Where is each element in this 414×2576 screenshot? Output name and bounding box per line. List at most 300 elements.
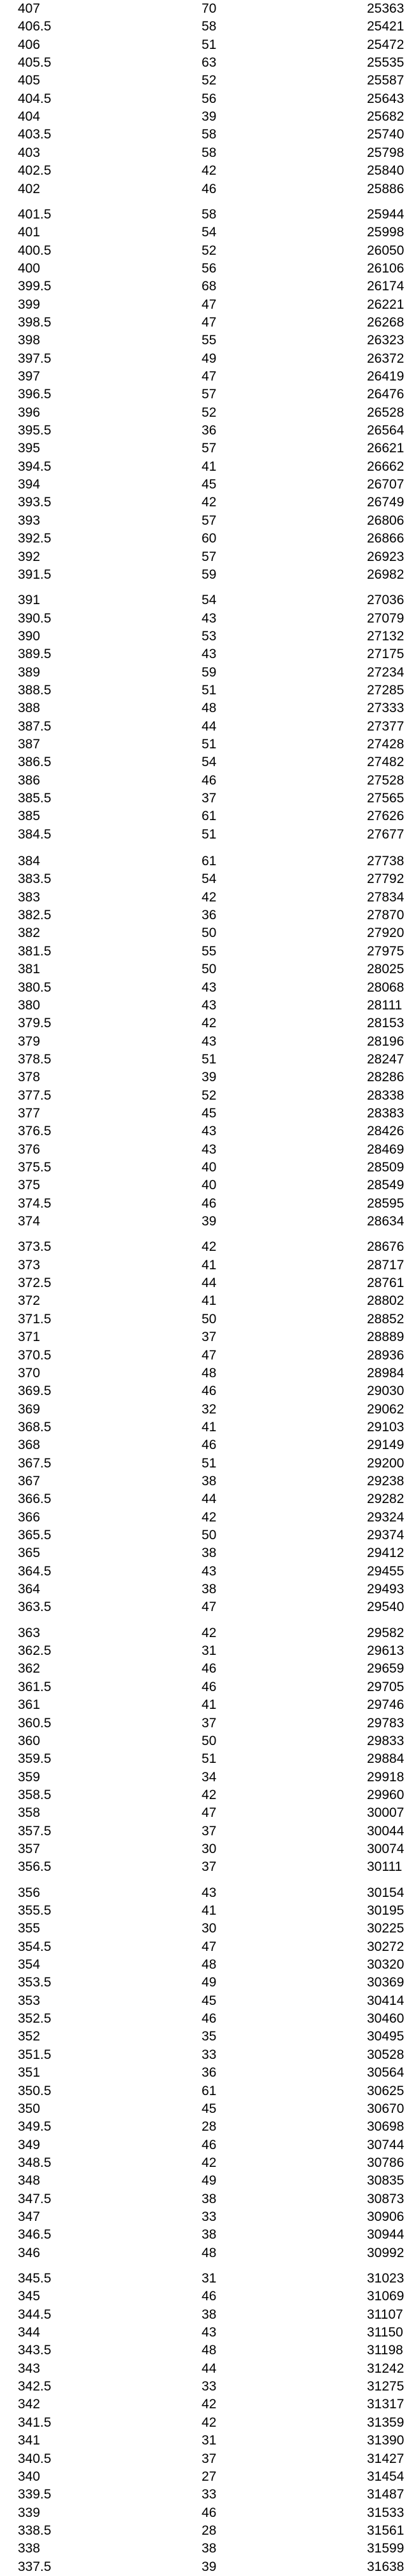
cumulative-cell: 31638 xyxy=(367,2559,404,2574)
count-cell: 39 xyxy=(202,2559,217,2574)
price-cell: 385.5 xyxy=(18,791,52,806)
cumulative-cell: 30698 xyxy=(367,2119,404,2134)
count-cell: 33 xyxy=(202,2209,217,2224)
table-row xyxy=(0,2154,414,2172)
price-cell: 362.5 xyxy=(18,1643,52,1658)
cumulative-cell: 27975 xyxy=(367,944,404,959)
count-cell: 50 xyxy=(202,926,217,940)
table-row xyxy=(0,2306,414,2324)
price-cell: 376 xyxy=(18,1142,41,1157)
price-cell: 346 xyxy=(18,2246,41,2260)
cumulative-cell: 27428 xyxy=(367,737,404,752)
table-row xyxy=(0,2082,414,2100)
cumulative-cell: 26662 xyxy=(367,459,404,474)
table-row xyxy=(0,1696,414,1714)
price-cell: 338.5 xyxy=(18,2523,52,2538)
table-row xyxy=(0,1938,414,1956)
count-cell: 51 xyxy=(202,37,217,52)
price-cell: 378 xyxy=(18,1070,41,1084)
count-cell: 46 xyxy=(202,2011,217,2026)
count-cell: 41 xyxy=(202,1420,217,1434)
price-cell: 386.5 xyxy=(18,755,52,769)
table-row xyxy=(0,610,414,628)
price-cell: 354.5 xyxy=(18,1939,52,1954)
cumulative-cell: 25682 xyxy=(367,109,404,124)
cumulative-cell: 26749 xyxy=(367,495,404,509)
count-cell: 45 xyxy=(202,477,217,492)
table-row xyxy=(0,126,414,144)
table-row xyxy=(0,314,414,332)
price-cell: 343 xyxy=(18,2361,41,2376)
table-row xyxy=(0,979,414,997)
table-row xyxy=(0,2226,414,2244)
cumulative-cell: 30625 xyxy=(367,2084,404,2098)
cumulative-cell: 28153 xyxy=(367,1016,404,1030)
price-cell: 393 xyxy=(18,513,41,528)
cumulative-cell: 26174 xyxy=(367,279,404,293)
cumulative-cell: 30369 xyxy=(367,1975,404,1990)
cumulative-cell: 29238 xyxy=(367,1474,404,1488)
count-cell: 38 xyxy=(202,2541,217,2556)
count-cell: 42 xyxy=(202,1239,217,1254)
price-cell: 393.5 xyxy=(18,495,52,509)
price-cell: 360 xyxy=(18,1734,41,1748)
count-cell: 46 xyxy=(202,1384,217,1398)
cumulative-cell: 30786 xyxy=(367,2155,404,2170)
table-row xyxy=(0,2414,414,2432)
count-cell: 49 xyxy=(202,351,217,366)
price-cell: 373.5 xyxy=(18,1239,52,1254)
cumulative-cell: 31454 xyxy=(367,2469,404,2484)
count-cell: 49 xyxy=(202,2173,217,2188)
price-cell: 363.5 xyxy=(18,1600,52,1614)
cumulative-cell: 30460 xyxy=(367,2011,404,2026)
cumulative-cell: 26476 xyxy=(367,387,404,401)
count-cell: 43 xyxy=(202,1564,217,1579)
cumulative-cell: 31150 xyxy=(367,2325,403,2340)
price-cell: 359.5 xyxy=(18,1751,52,1766)
cumulative-cell: 30074 xyxy=(367,1842,404,1856)
cumulative-cell: 26106 xyxy=(367,261,404,276)
count-cell: 30 xyxy=(202,1842,217,1856)
count-cell: 31 xyxy=(202,2271,217,2286)
price-cell: 374 xyxy=(18,1214,41,1229)
table-row xyxy=(0,1974,414,1992)
price-cell: 373 xyxy=(18,1258,41,1272)
table-row xyxy=(0,907,414,924)
table-row xyxy=(0,0,414,18)
price-cell: 380.5 xyxy=(18,980,52,995)
cumulative-cell: 31023 xyxy=(367,2271,404,2286)
count-cell: 30 xyxy=(202,1921,217,1936)
price-cell: 381.5 xyxy=(18,944,52,959)
price-cell: 376.5 xyxy=(18,1124,52,1138)
price-cell: 382 xyxy=(18,926,41,940)
table-row xyxy=(0,2468,414,2486)
table-row xyxy=(0,440,414,457)
count-cell: 58 xyxy=(202,127,217,142)
table-row xyxy=(0,997,414,1015)
cumulative-cell: 30992 xyxy=(367,2246,404,2260)
count-cell: 57 xyxy=(202,387,217,401)
table-row xyxy=(0,753,414,771)
table-row xyxy=(0,1382,414,1400)
count-cell: 44 xyxy=(202,2361,217,2376)
cumulative-cell: 25840 xyxy=(367,163,404,178)
count-cell: 43 xyxy=(202,611,217,626)
price-cell: 366.5 xyxy=(18,1492,52,1506)
count-cell: 47 xyxy=(202,297,217,312)
price-cell: 345.5 xyxy=(18,2271,52,2286)
table-row xyxy=(0,1715,414,1732)
price-cell: 385 xyxy=(18,809,41,823)
count-cell: 42 xyxy=(202,495,217,509)
table-row xyxy=(0,699,414,717)
cumulative-cell: 28889 xyxy=(367,1330,404,1344)
table-row xyxy=(0,332,414,349)
count-cell: 52 xyxy=(202,243,217,258)
table-row xyxy=(0,1105,414,1123)
price-cell: 353 xyxy=(18,1993,41,2008)
cumulative-cell: 28595 xyxy=(367,1196,404,1211)
table-row xyxy=(0,2190,414,2208)
cumulative-cell: 30044 xyxy=(367,1824,404,1838)
count-cell: 42 xyxy=(202,2415,217,2430)
table-row xyxy=(0,1624,414,1642)
table-row xyxy=(0,2360,414,2378)
count-cell: 38 xyxy=(202,1546,217,1560)
table-row xyxy=(0,1087,414,1105)
cumulative-cell: 28761 xyxy=(367,1276,404,1290)
count-cell: 45 xyxy=(202,1993,217,2008)
price-cell: 350 xyxy=(18,2101,41,2116)
cumulative-cell: 27677 xyxy=(367,827,404,842)
cumulative-cell: 28717 xyxy=(367,1258,404,1272)
cumulative-cell: 30111 xyxy=(367,1859,403,1874)
cumulative-cell: 27175 xyxy=(367,647,404,661)
count-cell: 46 xyxy=(202,773,217,788)
count-cell: 54 xyxy=(202,225,217,239)
count-cell: 36 xyxy=(202,2065,217,2080)
table-row xyxy=(0,494,414,511)
cumulative-cell: 29455 xyxy=(367,1564,404,1579)
cumulative-cell: 31107 xyxy=(367,2307,403,2322)
table-row xyxy=(0,943,414,961)
cumulative-cell: 29493 xyxy=(367,1582,404,1596)
count-cell: 50 xyxy=(202,1528,217,1542)
cumulative-cell: 26268 xyxy=(367,315,404,330)
cumulative-cell: 28509 xyxy=(367,1160,404,1175)
cumulative-cell: 29960 xyxy=(367,1788,404,1802)
count-cell: 52 xyxy=(202,405,217,420)
price-cell: 389.5 xyxy=(18,647,52,661)
count-cell: 33 xyxy=(202,2047,217,2062)
count-cell: 54 xyxy=(202,593,217,607)
table-row xyxy=(0,404,414,422)
table-row xyxy=(0,2558,414,2576)
price-cell: 367 xyxy=(18,1474,41,1488)
table-row xyxy=(0,2136,414,2154)
cumulative-cell: 25998 xyxy=(367,225,404,239)
table-row xyxy=(0,1563,414,1581)
cumulative-cell: 30495 xyxy=(367,2029,404,2044)
cumulative-cell: 25421 xyxy=(367,19,404,34)
price-cell: 351.5 xyxy=(18,2047,52,2062)
count-cell: 37 xyxy=(202,1716,217,1730)
cumulative-cell: 26621 xyxy=(367,441,404,455)
count-cell: 70 xyxy=(202,1,217,16)
count-cell: 57 xyxy=(202,513,217,528)
count-cell: 46 xyxy=(202,1661,217,1676)
table-row xyxy=(0,1274,414,1292)
table-row xyxy=(0,476,414,494)
table-row xyxy=(0,72,414,90)
count-cell: 39 xyxy=(202,1070,217,1084)
price-cell: 345 xyxy=(18,2289,41,2303)
table-row xyxy=(0,718,414,736)
price-cell: 348 xyxy=(18,2173,41,2188)
count-cell: 47 xyxy=(202,369,217,384)
count-cell: 49 xyxy=(202,1975,217,1990)
cumulative-cell: 30414 xyxy=(367,1993,404,2008)
cumulative-cell: 26564 xyxy=(367,423,404,438)
cumulative-cell: 28338 xyxy=(367,1088,404,1103)
price-cell: 382.5 xyxy=(18,908,52,922)
count-cell: 46 xyxy=(202,2505,217,2520)
price-cell: 383 xyxy=(18,890,41,905)
table-row xyxy=(0,530,414,548)
count-cell: 59 xyxy=(202,567,217,582)
table-row xyxy=(0,1292,414,1310)
price-cell: 406.5 xyxy=(18,19,52,34)
price-cell: 384.5 xyxy=(18,827,52,842)
count-cell: 53 xyxy=(202,629,217,644)
count-cell: 52 xyxy=(202,1088,217,1103)
cumulative-cell: 30670 xyxy=(367,2101,404,2116)
cumulative-cell: 27792 xyxy=(367,872,404,886)
count-cell: 27 xyxy=(202,2469,217,2484)
table-row xyxy=(0,1544,414,1562)
count-cell: 41 xyxy=(202,1697,217,1712)
cumulative-cell: 29659 xyxy=(367,1661,404,1676)
table-row xyxy=(0,1195,414,1213)
table-row xyxy=(0,1436,414,1454)
count-cell: 43 xyxy=(202,1034,217,1049)
price-cell: 395 xyxy=(18,441,41,455)
price-cell: 347 xyxy=(18,2209,41,2224)
count-cell: 36 xyxy=(202,908,217,922)
count-cell: 47 xyxy=(202,1600,217,1614)
cumulative-cell: 28111 xyxy=(367,998,403,1013)
count-cell: 38 xyxy=(202,2307,217,2322)
price-cell: 390.5 xyxy=(18,611,52,626)
table-row xyxy=(0,18,414,36)
price-cell: 396.5 xyxy=(18,387,52,401)
price-cell: 396 xyxy=(18,405,41,420)
price-cell: 358.5 xyxy=(18,1788,52,1802)
cumulative-cell: 29705 xyxy=(367,1680,404,1694)
table-row xyxy=(0,144,414,162)
table-row xyxy=(0,1257,414,1274)
table-row xyxy=(0,2100,414,2118)
count-cell: 61 xyxy=(202,2084,217,2098)
count-cell: 44 xyxy=(202,1492,217,1506)
cumulative-cell: 28676 xyxy=(367,1239,404,1254)
cumulative-cell: 29613 xyxy=(367,1643,404,1658)
cumulative-cell: 28936 xyxy=(367,1348,404,1363)
count-cell: 46 xyxy=(202,2138,217,2152)
count-cell: 42 xyxy=(202,163,217,178)
cumulative-cell: 30835 xyxy=(367,2173,404,2188)
price-cell: 377.5 xyxy=(18,1088,52,1103)
price-cell: 397 xyxy=(18,369,41,384)
count-cell: 42 xyxy=(202,1016,217,1030)
table-row xyxy=(0,1490,414,1508)
cumulative-cell: 26372 xyxy=(367,351,404,366)
table-row xyxy=(0,1581,414,1598)
table-row xyxy=(0,1473,414,1490)
price-cell: 359 xyxy=(18,1770,41,1784)
table-row xyxy=(0,108,414,126)
price-cell: 375.5 xyxy=(18,1160,52,1175)
cumulative-cell: 29783 xyxy=(367,1716,404,1730)
count-cell: 37 xyxy=(202,2451,217,2466)
count-cell: 42 xyxy=(202,2397,217,2411)
table-row xyxy=(0,790,414,807)
table-row xyxy=(0,2064,414,2082)
cumulative-cell: 30564 xyxy=(367,2065,404,2080)
count-cell: 39 xyxy=(202,1214,217,1229)
price-cell: 365 xyxy=(18,1546,41,1560)
count-cell: 58 xyxy=(202,207,217,222)
price-cell: 403.5 xyxy=(18,127,52,142)
price-cell: 384 xyxy=(18,854,41,868)
count-cell: 61 xyxy=(202,854,217,868)
table-row xyxy=(0,1750,414,1768)
price-cell: 370.5 xyxy=(18,1348,52,1363)
price-cell: 367.5 xyxy=(18,1456,52,1471)
table-row xyxy=(0,961,414,978)
count-cell: 47 xyxy=(202,315,217,330)
table-row xyxy=(0,645,414,663)
count-cell: 47 xyxy=(202,1805,217,1820)
cumulative-cell: 25798 xyxy=(367,145,404,160)
table-row xyxy=(0,1141,414,1159)
table-row xyxy=(0,2270,414,2288)
table-row xyxy=(0,1598,414,1616)
table-row xyxy=(0,1213,414,1231)
count-cell: 42 xyxy=(202,890,217,905)
cumulative-cell: 30944 xyxy=(367,2227,404,2242)
table-row xyxy=(0,260,414,278)
cumulative-cell: 28247 xyxy=(367,1052,404,1067)
cumulative-cell: 28426 xyxy=(367,1124,404,1138)
count-cell: 46 xyxy=(202,1438,217,1452)
price-cell: 360.5 xyxy=(18,1716,52,1730)
price-cell: 369.5 xyxy=(18,1384,52,1398)
cumulative-cell: 26707 xyxy=(367,477,404,492)
table-row xyxy=(0,1660,414,1678)
price-cell: 352.5 xyxy=(18,2011,52,2026)
count-cell: 61 xyxy=(202,809,217,823)
price-cell: 350.5 xyxy=(18,2084,52,2098)
cumulative-cell: 31487 xyxy=(367,2487,404,2502)
cumulative-cell: 29412 xyxy=(367,1546,404,1560)
count-cell: 33 xyxy=(202,2487,217,2502)
cumulative-cell: 31317 xyxy=(367,2397,404,2411)
table-row xyxy=(0,2522,414,2540)
count-cell: 44 xyxy=(202,719,217,734)
price-cell: 365.5 xyxy=(18,1528,52,1542)
price-cell: 354 xyxy=(18,1957,41,1972)
table-row xyxy=(0,2540,414,2558)
price-cell: 387.5 xyxy=(18,719,52,734)
count-cell: 45 xyxy=(202,1106,217,1121)
cumulative-cell: 31533 xyxy=(367,2505,404,2520)
count-cell: 58 xyxy=(202,145,217,160)
table-row xyxy=(0,2450,414,2468)
count-cell: 38 xyxy=(202,2227,217,2242)
price-cell: 394 xyxy=(18,477,41,492)
count-cell: 38 xyxy=(202,1582,217,1596)
table-row xyxy=(0,2288,414,2305)
cumulative-cell: 27626 xyxy=(367,809,404,823)
price-cell: 348.5 xyxy=(18,2155,52,2170)
count-cell: 42 xyxy=(202,2155,217,2170)
price-cell: 397.5 xyxy=(18,351,52,366)
cumulative-cell: 31599 xyxy=(367,2541,404,2556)
price-cell: 388 xyxy=(18,701,41,715)
cumulative-cell: 26419 xyxy=(367,369,404,384)
table-row xyxy=(0,2342,414,2359)
table-row xyxy=(0,1455,414,1473)
count-cell: 55 xyxy=(202,333,217,347)
cumulative-cell: 29746 xyxy=(367,1697,404,1712)
cumulative-cell: 28025 xyxy=(367,962,404,976)
cumulative-cell: 28469 xyxy=(367,1142,404,1157)
price-cell: 392 xyxy=(18,550,41,564)
count-cell: 43 xyxy=(202,1124,217,1138)
table-row xyxy=(0,1678,414,1696)
count-cell: 42 xyxy=(202,1510,217,1525)
table-row xyxy=(0,296,414,314)
cumulative-cell: 27834 xyxy=(367,890,404,905)
cumulative-cell: 29374 xyxy=(367,1528,404,1542)
price-cell: 357 xyxy=(18,1842,41,1856)
price-cell: 403 xyxy=(18,145,41,160)
price-cell: 395.5 xyxy=(18,423,52,438)
count-cell: 43 xyxy=(202,647,217,661)
price-cell: 388.5 xyxy=(18,683,52,698)
count-cell: 46 xyxy=(202,182,217,196)
cumulative-cell: 26221 xyxy=(367,297,404,312)
cumulative-cell: 28634 xyxy=(367,1214,404,1229)
count-cell: 47 xyxy=(202,1939,217,1954)
table-row xyxy=(0,54,414,72)
price-cell: 355 xyxy=(18,1921,41,1936)
table-row xyxy=(0,1732,414,1750)
price-cell: 404.5 xyxy=(18,91,52,106)
table-row xyxy=(0,2396,414,2413)
table-row xyxy=(0,1159,414,1177)
count-cell: 45 xyxy=(202,2101,217,2116)
count-cell: 60 xyxy=(202,531,217,546)
price-cell: 390 xyxy=(18,629,41,644)
count-cell: 37 xyxy=(202,1859,217,1874)
cumulative-cell: 26982 xyxy=(367,567,404,582)
table-row xyxy=(0,422,414,440)
count-cell: 47 xyxy=(202,1348,217,1363)
